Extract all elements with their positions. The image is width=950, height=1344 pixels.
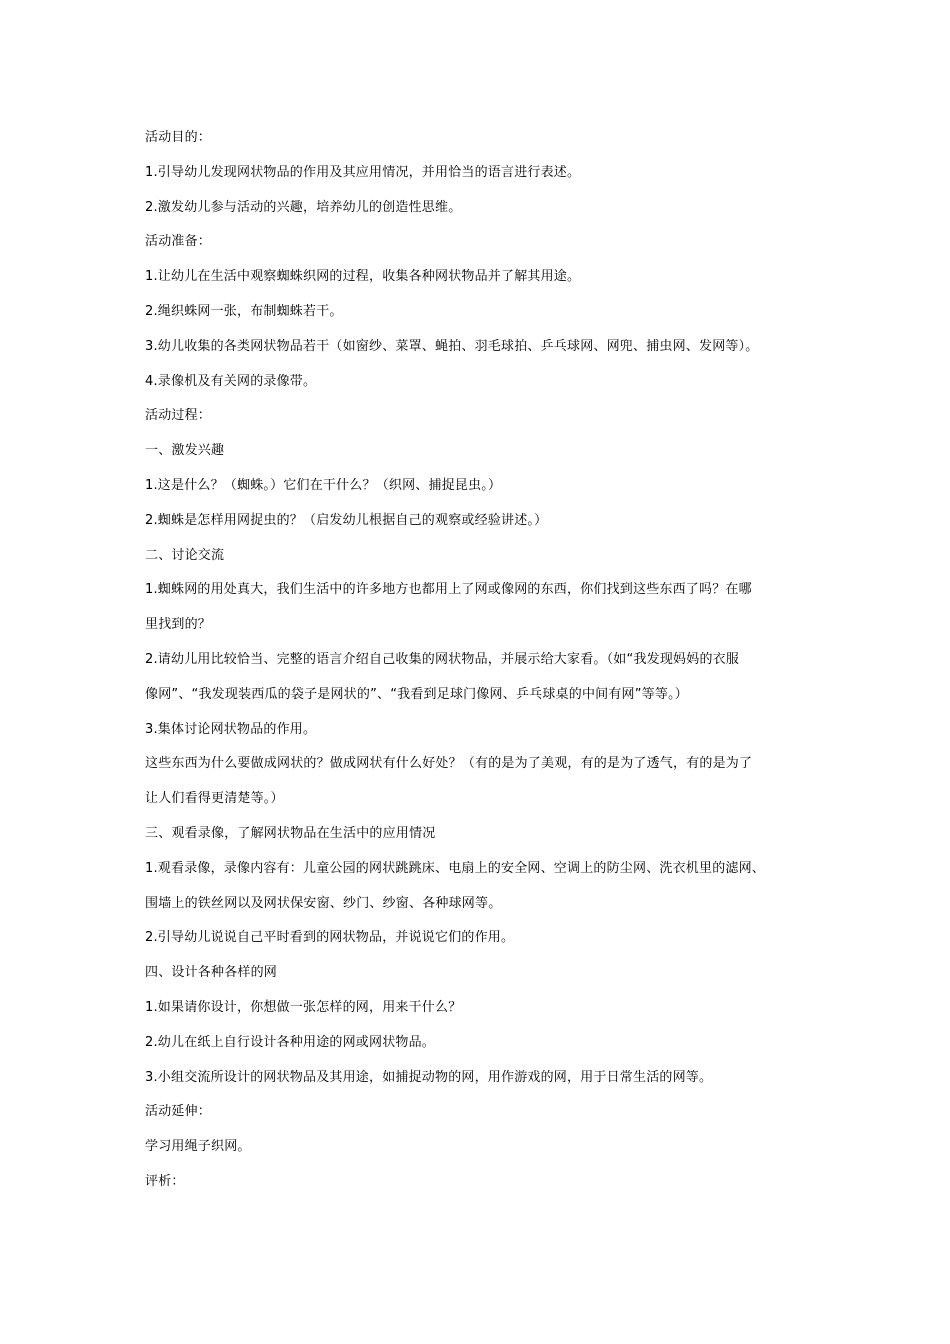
paragraph-line: 2.激发幼儿参与活动的兴趣，培养幼儿的创造性思维。 [145, 199, 462, 215]
paragraph-line: 1.这是什么？（蜘蛛。）它们在干什么？（织网、捕捉昆虫。） [145, 477, 502, 493]
paragraph-line: 3.集体讨论网状物品的作用。 [145, 721, 317, 737]
paragraph-line: 围墙上的铁丝网以及网状保安窗、纱门、纱窗、各种球网等。 [145, 895, 502, 911]
section-heading-extension: 活动延伸： [145, 1104, 212, 1120]
section-heading-process: 活动过程： [145, 408, 212, 424]
paragraph-line: 像网”、“我发现装西瓜的袋子是网状的”、“我看到足球门像网、乒乓球桌的中间有网”等等。） [145, 686, 688, 702]
paragraph-line: 3.小组交流所设计的网状物品及其用途，如捕捉动物的网，用作游戏的网，用于日常生活的网等。 [145, 1069, 713, 1085]
paragraph-line: 1.观看录像，录像内容有：儿童公园的网状跳跳床、电扇上的安全网、空调上的防尘网、洗衣机里的滤网、 [145, 860, 766, 876]
paragraph-line: 这些东西为什么要做成网状的？做成网状有什么好处？（有的是为了美观，有的是为了透气，有的是为了 [145, 756, 753, 772]
paragraph-line: 学习用绳子织网。 [145, 1139, 251, 1155]
paragraph-line: 1.让幼儿在生活中观察蜘蛛织网的过程，收集各种网状物品并了解其用途。 [145, 269, 581, 285]
paragraph-line: 让人们看得更清楚等。） [145, 791, 284, 807]
paragraph-line: 里找到的？ [145, 617, 212, 633]
subsection-heading: 四、设计各种各样的网 [145, 965, 278, 981]
paragraph-line: 3.幼儿收集的各类网状物品若干（如窗纱、菜罩、蝇拍、羽毛球拍、乒乓球网、网兜、捕虫网、发网等）。 [145, 338, 759, 354]
paragraph-line: 2.幼儿在纸上自行设计各种用途的网或网状物品。 [145, 1034, 436, 1050]
paragraph-line: 1.引导幼儿发现网状物品的作用及其应用情况，并用恰当的语言进行表述。 [145, 164, 581, 180]
paragraph-line: 1.如果请你设计，你想做一张怎样的网，用来干什么？ [145, 999, 462, 1015]
paragraph-line: 4.录像机及有关网的录像带。 [145, 373, 317, 389]
subsection-heading: 一、激发兴趣 [145, 443, 225, 459]
section-heading-preparation: 活动准备： [145, 234, 212, 250]
document-page [145, 121, 825, 1200]
paragraph-line: 1.蜘蛛网的用处真大，我们生活中的许多地方也都用上了网或像网的东西，你们找到这些东西了吗？在哪 [145, 582, 752, 598]
subsection-heading: 二、讨论交流 [145, 547, 225, 563]
paragraph-line: 2.绳织蛛网一张，布制蜘蛛若干。 [145, 303, 343, 319]
paragraph-line: 2.请幼儿用比较恰当、完整的语言介绍自己收集的网状物品，并展示给大家看。（如“我发现妈妈的衣服 [145, 651, 740, 667]
section-heading-objectives: 活动目的： [145, 130, 212, 145]
paragraph-line: 2.引导幼儿说说自己平时看到的网状物品，并说说它们的作用。 [145, 930, 515, 946]
subsection-heading: 三、观看录像，了解网状物品在生活中的应用情况 [145, 825, 436, 841]
paragraph-line: 2.蜘蛛是怎样用网捉虫的？（启发幼儿根据自己的观察或经验讲述。） [145, 512, 548, 528]
section-heading-evaluation: 评析： [145, 1173, 185, 1189]
